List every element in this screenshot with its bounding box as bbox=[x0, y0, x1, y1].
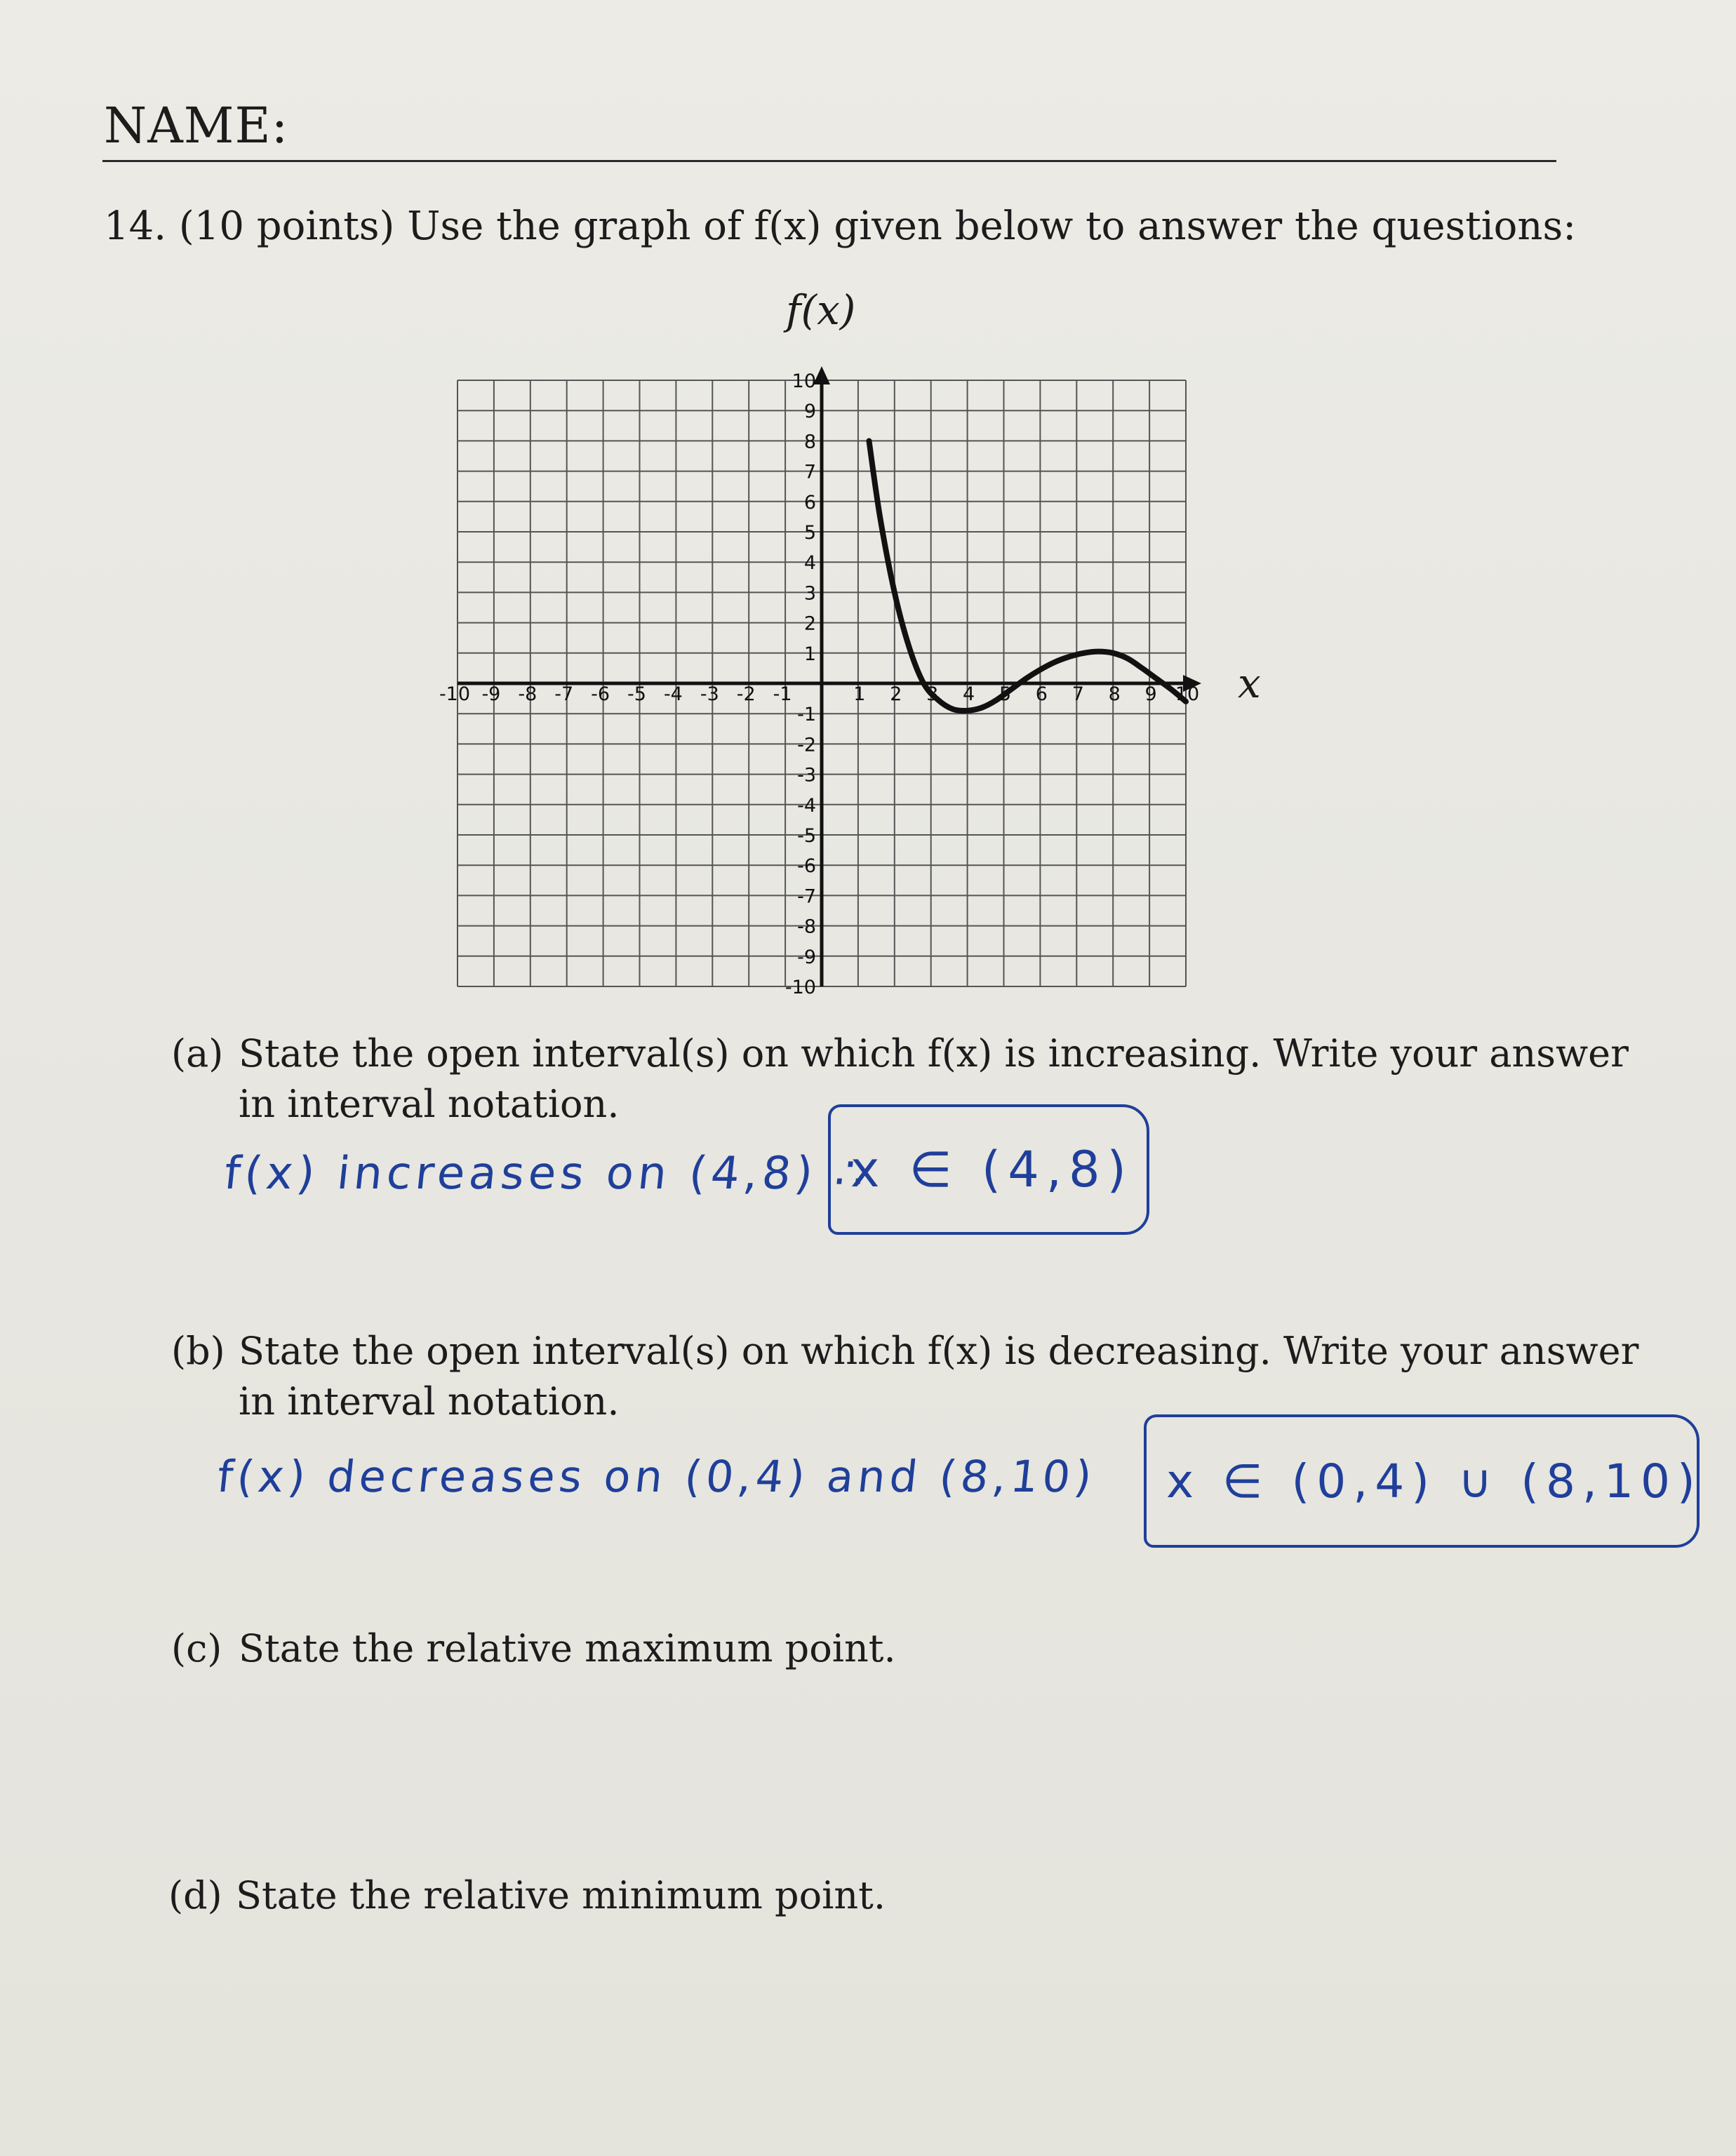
y-tick-label: 6 bbox=[803, 491, 816, 514]
x-tick-label: 1 bbox=[853, 683, 866, 705]
x-tick-label: -5 bbox=[627, 683, 646, 705]
y-tick-label: 10 bbox=[792, 370, 816, 392]
x-tick-label: 8 bbox=[1108, 683, 1121, 705]
y-tick-label: 3 bbox=[803, 582, 816, 605]
x-tick-label: 6 bbox=[1035, 683, 1048, 705]
x-tick-label: 4 bbox=[963, 683, 975, 705]
part-a-boxed-answer: x ∈ (4,8) bbox=[828, 1104, 1149, 1235]
part-b-handwritten-work: f(x) decreases on (0,4) and (8,10) bbox=[215, 1451, 1099, 1502]
y-tick-label: -9 bbox=[797, 946, 816, 968]
part-c-line1: State the relative maximum point. bbox=[239, 1626, 896, 1670]
x-tick-label: 9 bbox=[1144, 683, 1157, 705]
y-tick-label: 7 bbox=[803, 461, 816, 483]
part-d-prompt bbox=[168, 1870, 886, 1921]
y-tick-label: -6 bbox=[797, 855, 816, 878]
part-a-handwritten-work: f(x) increases on (4,8) ∴ bbox=[222, 1148, 871, 1200]
part-d-letter: (d) bbox=[168, 1873, 222, 1917]
part-b-prompt bbox=[171, 1326, 1638, 1427]
x-tick-label: -2 bbox=[736, 683, 756, 705]
y-tick-label: -10 bbox=[784, 977, 816, 998]
y-tick-label: 8 bbox=[803, 431, 816, 453]
part-b-line2: in interval notation. bbox=[239, 1379, 620, 1424]
question-14-prompt: 14. (10 points) Use the graph of f(x) given below to answer the questions: bbox=[104, 203, 1577, 249]
part-b-boxed-answer: x ∈ (0,4) ∪ (8,10) bbox=[1144, 1414, 1700, 1548]
x-tick-label: 7 bbox=[1071, 683, 1084, 705]
x-tick-label: -9 bbox=[481, 683, 501, 705]
x-tick-label: -4 bbox=[663, 683, 683, 705]
y-tick-label: -5 bbox=[797, 825, 816, 847]
x-tick-label: -7 bbox=[554, 683, 574, 705]
y-tick-label: -1 bbox=[797, 704, 816, 726]
part-a-line2: in interval notation. bbox=[239, 1082, 620, 1126]
y-tick-label: -3 bbox=[797, 764, 816, 786]
x-tick-label: -8 bbox=[518, 683, 538, 705]
x-tick-label: 5 bbox=[999, 683, 1012, 705]
part-b-letter: (b) bbox=[171, 1329, 225, 1373]
x-tick-label: -1 bbox=[773, 683, 792, 705]
part-b-line1: State the open interval(s) on which f(x) is decreasing. Write your answer bbox=[239, 1329, 1639, 1373]
part-a-letter: (a) bbox=[171, 1031, 224, 1076]
graph-title: f(x) bbox=[786, 286, 856, 334]
y-tick-label: 9 bbox=[803, 401, 816, 423]
x-axis-variable: x bbox=[1238, 659, 1261, 707]
curve-f-of-x bbox=[869, 441, 1186, 711]
x-tick-label: 2 bbox=[890, 683, 902, 705]
y-tick-label: 1 bbox=[803, 643, 816, 665]
part-a-line1: State the open interval(s) on which f(x) is increasing. Write your answer bbox=[239, 1031, 1629, 1076]
x-tick-label: -10 bbox=[439, 683, 471, 705]
x-tick-label: -6 bbox=[591, 683, 610, 705]
x-tick-label: 3 bbox=[926, 683, 939, 705]
part-d-line1: State the relative minimum point. bbox=[236, 1873, 886, 1917]
y-tick-label: 2 bbox=[803, 612, 816, 635]
part-c-prompt bbox=[171, 1623, 896, 1674]
y-tick-label: 4 bbox=[803, 552, 816, 575]
y-tick-label: 5 bbox=[803, 522, 816, 544]
x-tick-label: -3 bbox=[700, 683, 719, 705]
y-tick-label: -8 bbox=[797, 916, 816, 938]
y-tick-label: -2 bbox=[797, 734, 816, 756]
part-c-letter: (c) bbox=[171, 1626, 222, 1670]
x-tick-label: 10 bbox=[1175, 683, 1200, 705]
y-tick-label: -4 bbox=[797, 794, 816, 817]
y-tick-label: -7 bbox=[797, 885, 816, 908]
graph-grid bbox=[458, 366, 1201, 986]
name-label: NAME: bbox=[104, 97, 289, 154]
